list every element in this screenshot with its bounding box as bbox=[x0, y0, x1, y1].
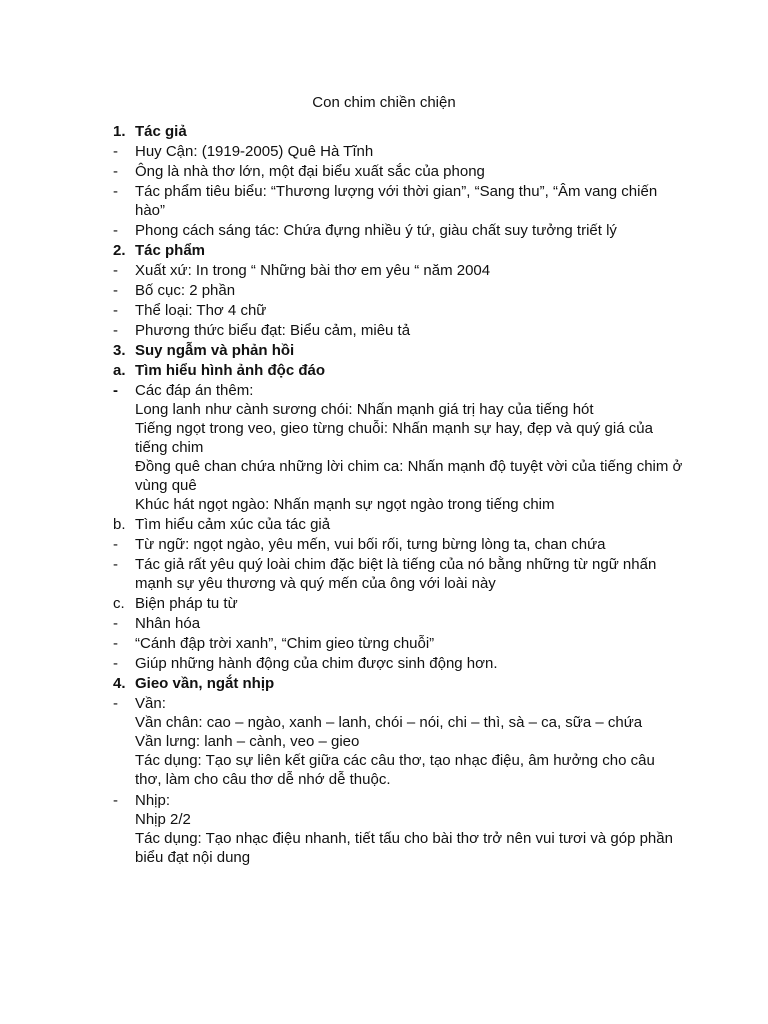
dash-bullet: - bbox=[113, 382, 118, 399]
dash-bullet: - bbox=[113, 302, 118, 319]
dash-bullet: - bbox=[113, 792, 118, 809]
list-item-text: Xuất xứ: In trong “ Những bài thơ em yêu “ năm 2004 bbox=[135, 262, 491, 279]
list-item-text: Giúp những hành động của chim được sinh động hơn. bbox=[135, 655, 498, 672]
paragraph-line: Tác dụng: Tạo nhạc điệu nhanh, tiết tấu cho bài thơ trở nên vui tươi và góp phần biểu đạt nội dung bbox=[135, 830, 673, 866]
dash-bullet: - bbox=[113, 635, 118, 652]
subsection-letter: c. bbox=[113, 595, 125, 612]
paragraph-line: Đồng quê chan chứa những lời chim ca: Nhấn mạnh độ tuyệt vời của tiếng chim ở vùng quê bbox=[135, 458, 683, 494]
list-item bbox=[113, 614, 683, 633]
section-number: 3. bbox=[113, 342, 126, 359]
section-title: Tác giả bbox=[135, 123, 187, 140]
list-item bbox=[113, 301, 683, 320]
dash-bullet: - bbox=[113, 322, 118, 339]
dash-bullet: - bbox=[113, 222, 118, 239]
subsection-heading bbox=[113, 361, 683, 380]
subsection-title: Tìm hiểu cảm xúc của tác giả bbox=[135, 516, 331, 533]
list-item bbox=[113, 555, 683, 593]
list-item bbox=[113, 535, 683, 554]
paragraph-line: Vần lưng: lanh – cành, veo – gieo bbox=[135, 733, 360, 750]
list-item-text: Thể loại: Thơ 4 chữ bbox=[135, 302, 267, 319]
list-item bbox=[113, 654, 683, 673]
list-item bbox=[113, 381, 683, 400]
document-body bbox=[113, 122, 683, 867]
dash-bullet: - bbox=[113, 536, 118, 553]
dash-bullet: - bbox=[113, 143, 118, 160]
dash-bullet: - bbox=[113, 695, 118, 712]
list-item-text: Nhịp: bbox=[135, 792, 171, 809]
paragraph-line: Vần chân: cao – ngào, xanh – lanh, chói – nói, chi – thì, sà – ca, sữa – chứa bbox=[135, 714, 643, 731]
paragraph-line: Tiếng ngọt trong veo, gieo từng chuỗi: Nhấn mạnh sự hay, đẹp và quý giá của tiếng chim bbox=[135, 420, 653, 456]
list-item bbox=[113, 694, 683, 713]
list-item-text: Nhân hóa bbox=[135, 615, 201, 632]
subsection-heading bbox=[113, 594, 683, 613]
list-item-text: “Cánh đập trời xanh”, “Chim gieo từng chuỗi” bbox=[135, 635, 435, 652]
subsection-letter: b. bbox=[113, 516, 126, 533]
dash-bullet: - bbox=[113, 282, 118, 299]
section-heading bbox=[113, 122, 683, 141]
list-item-text: Bố cục: 2 phần bbox=[135, 282, 236, 299]
section-number: 4. bbox=[113, 675, 126, 692]
list-item bbox=[113, 281, 683, 300]
section-number: 2. bbox=[113, 242, 126, 259]
subsection-heading bbox=[113, 515, 683, 534]
section-heading bbox=[113, 674, 683, 693]
dash-bullet: - bbox=[113, 556, 118, 573]
list-item bbox=[113, 142, 683, 161]
subsection-title: Tìm hiểu hình ảnh độc đáo bbox=[135, 362, 325, 379]
document-title: Con chim chiền chiện bbox=[312, 94, 456, 111]
list-item bbox=[113, 162, 683, 181]
list-item bbox=[113, 634, 683, 653]
list-item-text: Phong cách sáng tác: Chứa đựng nhiều ý tứ, giàu chất suy tưởng triết lý bbox=[135, 222, 617, 239]
list-item-text: Ông là nhà thơ lớn, một đại biểu xuất sắc của phong bbox=[135, 163, 485, 180]
list-item bbox=[113, 321, 683, 340]
dash-bullet: - bbox=[113, 655, 118, 672]
list-item bbox=[113, 791, 683, 810]
section-number: 1. bbox=[113, 123, 126, 140]
list-item bbox=[113, 221, 683, 240]
dash-bullet: - bbox=[113, 163, 118, 180]
list-item-text: Phương thức biểu đạt: Biểu cảm, miêu tả bbox=[135, 322, 411, 339]
section-title: Gieo vần, ngắt nhịp bbox=[135, 675, 275, 692]
list-item bbox=[113, 182, 683, 220]
list-item-text: Từ ngữ: ngọt ngào, yêu mến, vui bối rối, tưng bừng lòng ta, chan chứa bbox=[135, 536, 606, 553]
list-item bbox=[113, 261, 683, 280]
dash-bullet: - bbox=[113, 262, 118, 279]
dash-bullet: - bbox=[113, 615, 118, 632]
paragraph-line: Long lanh như cành sương chói: Nhấn mạnh giá trị hay của tiếng hót bbox=[135, 401, 594, 418]
paragraph-line: Tác dụng: Tạo sự liên kết giữa các câu thơ, tạo nhạc điệu, âm hưởng cho câu thơ, làm cho câu thơ dễ nhớ dễ thuộc. bbox=[135, 752, 655, 788]
section-title: Suy ngẫm và phản hồi bbox=[135, 342, 295, 359]
section-title: Tác phẩm bbox=[135, 242, 206, 259]
list-item-text: Huy Cận: (1919-2005) Quê Hà Tĩnh bbox=[135, 143, 374, 160]
list-item-text: Vần: bbox=[135, 695, 166, 712]
list-item-text: Các đáp án thêm: bbox=[135, 382, 254, 399]
dash-bullet: - bbox=[113, 183, 118, 200]
section-heading bbox=[113, 341, 683, 360]
subsection-title: Biện pháp tu từ bbox=[135, 595, 238, 612]
section-heading bbox=[113, 241, 683, 260]
paragraph-line: Khúc hát ngọt ngào: Nhấn mạnh sự ngọt ngào trong tiếng chim bbox=[135, 496, 555, 513]
list-item-text: Tác phẩm tiêu biểu: “Thương lượng với thời gian”, “Sang thu”, “Âm vang chiến hào” bbox=[135, 183, 658, 219]
paragraph-line: Nhịp 2/2 bbox=[135, 811, 191, 828]
subsection-letter: a. bbox=[113, 362, 126, 379]
list-item-text: Tác giả rất yêu quý loài chim đặc biệt là tiếng của nó bằng những từ ngữ nhấn mạnh sự yêu thương và quý mến của ông với loài này bbox=[135, 556, 657, 592]
